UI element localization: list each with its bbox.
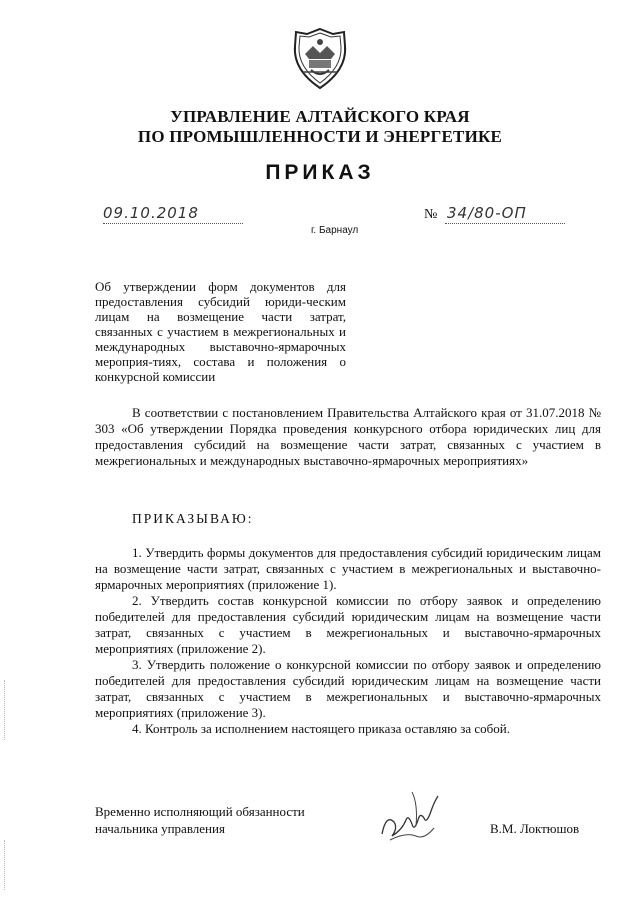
signature-icon	[372, 784, 452, 856]
signer-name: В.М. Локтюшов	[490, 821, 580, 836]
document-number: 34/80-ОП	[447, 204, 527, 222]
number-underline	[445, 223, 565, 224]
document-title: ПРИКАЗ	[265, 161, 375, 184]
order-heading: ПРИКАЗЫВАЮ:	[132, 511, 254, 526]
order-item: 1. Утвердить формы документов для предоставления субсидий юридическим лицам на возмещение части затрат, связанных с участием в межрегиональных и выставочно-ярмарочных мероприятиях (приложение 1).	[95, 545, 601, 592]
signer-position-line1: Временно исполняющий обязанности	[95, 804, 305, 819]
order-item: 2. Утвердить состав конкурсной комиссии по отбору заявок и определению победителей для предоставления субсидий юридическим лицам на возмещение части затрат, связанных с участием в межрегиональных и выставочно-ярмарочных мероприятиях (приложение 2).	[95, 593, 601, 656]
org-name-line2: ПО ПРОМЫШЛЕННОСТИ И ЭНЕРГЕТИКЕ	[137, 127, 503, 146]
preamble-paragraph: В соответствии с постановлением Правительства Алтайского края от 31.07.2018 № 303 «Об утверждении Порядка проведения конкурсного отбора юридических лиц для предоставления субсидий на возмещение части затрат, связанных с участием в межрегиональных и международных выставочно-ярмарочных мероприятиях»	[95, 405, 601, 468]
order-item: 4. Контроль за исполнением настоящего приказа оставляю за собой.	[132, 721, 510, 736]
order-items	[95, 545, 601, 737]
margin-scan-mark	[4, 680, 8, 740]
order-item: 3. Утвердить положение о конкурсной комиссии по отбору заявок и определению победителей для предоставления субсидий юридическим лицам на возмещение части затрат, связанных с участием в межрегиональных и выставочно-ярмарочных мероприятиях (приложение 3).	[95, 657, 601, 720]
margin-scan-mark	[4, 840, 8, 890]
coat-of-arms-icon	[287, 26, 353, 92]
city-label: г. Барнаул	[311, 225, 359, 236]
signer-position-line2: начальника управления	[95, 821, 225, 836]
document-date: 09.10.2018	[103, 204, 199, 222]
signer-position	[95, 803, 355, 837]
number-sign: №	[424, 207, 438, 222]
date-underline	[103, 223, 243, 224]
org-name-line1: УПРАВЛЕНИЕ АЛТАЙСКОГО КРАЯ	[170, 107, 470, 126]
document-subject: Об утверждении форм документов для предоставления субсидий юриди-ческим лицам на возмещение части затрат, связанных с участием в межрегиональных и международных выставочно-ярмарочных мероприя-тиях, состава и положения о конкурсной комиссии	[95, 279, 346, 384]
